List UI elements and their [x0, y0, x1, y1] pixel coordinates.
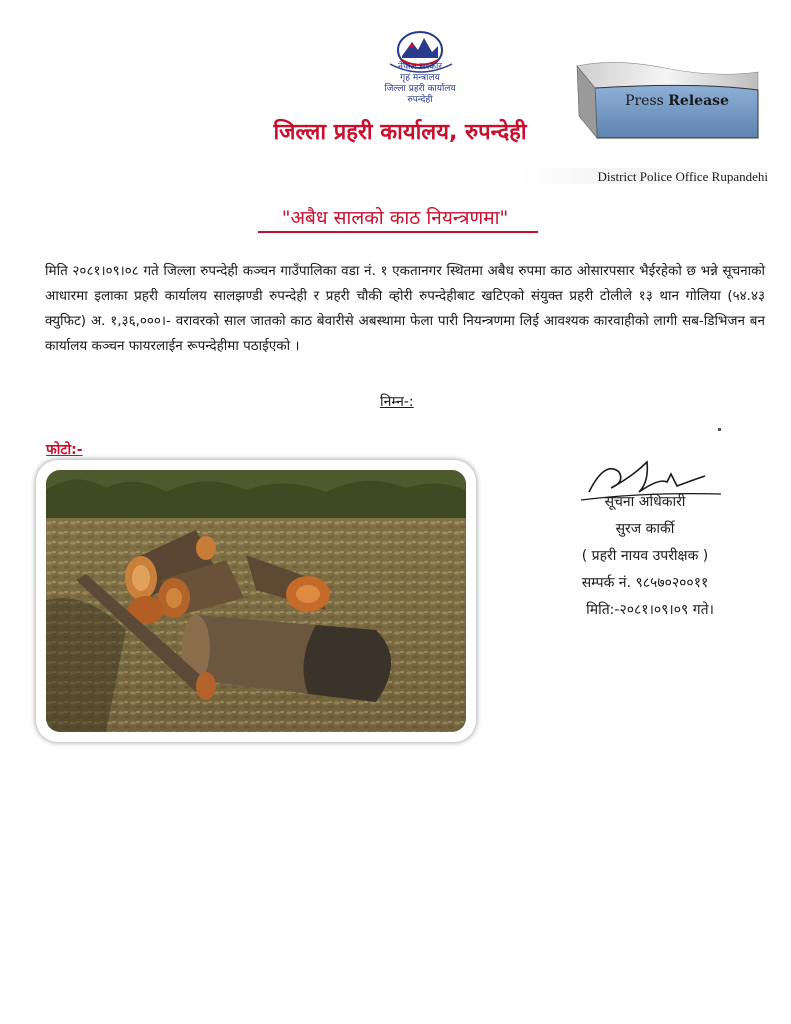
seized-timber-photo	[46, 470, 466, 732]
contact-number: सम्पर्क नं. ९८५७०२००११	[581, 575, 709, 591]
headline: "अबैध सालको काठ नियन्त्रणमा"	[281, 207, 509, 229]
information-officer-title: सूचना अधिकारी	[604, 494, 686, 510]
officer-name: सुरज कार्की	[615, 521, 675, 537]
emblem-line-3: जिल्ला प्रहरी कार्यालय	[384, 84, 456, 94]
stray-mark	[718, 428, 721, 431]
press-release-label	[597, 93, 757, 109]
headline-underline	[258, 231, 538, 233]
office-name-english: District Police Office Rupandehi	[597, 169, 768, 184]
press-word: Press	[625, 93, 664, 109]
emblem-line-4: रुपन्देही	[407, 95, 433, 105]
body-paragraph: मिति २०८१।०९।०८ गते जिल्ला रुपन्देही कञ्चन गाउँपालिका वडा नं. १ एकतानगर स्थितमा अबैध रुपमा काठ ओसारपसार भैईरहेको छ भन्ने सूचनाको आधारमा इलाका प्रहरी कार्यालय सालझण्डी रुपन्देही र प्रहरी चौकी व्होरी रुपन्देहीबाट खटिएको संयुक्त प्रहरी टोलीले १३ थान गोलिया (५४.४३ क्युफिट) अ. १,३६,०००।- वरावरको साल जातको काठ बेवारीसे अबस्थामा फेला पारी नियन्त्रणमा लिई आवश्यक कारवाहीको लागी सब-डिभिजन बन कार्यालय कञ्चन फायरलाईन रूपन्देहीमा पठाईएको ।	[45, 263, 765, 354]
photo-label: फोटो:-	[46, 442, 83, 458]
below-label: निम्न-:	[380, 394, 414, 410]
emblem-caption	[360, 62, 480, 106]
emblem-line-2: गृह मन्त्रालय	[400, 73, 440, 83]
release-date: मिति:-२०८१।०९।०९ गते।	[586, 602, 714, 618]
emblem-line-1: नेपाल सरकार	[397, 62, 443, 72]
officer-rank: ( प्रहरी नायव उपरीक्षक )	[581, 548, 709, 564]
release-word: Release	[668, 93, 729, 109]
office-name-nepali: जिल्ला प्रहरी कार्यालय, रुपन्देही	[273, 120, 527, 145]
